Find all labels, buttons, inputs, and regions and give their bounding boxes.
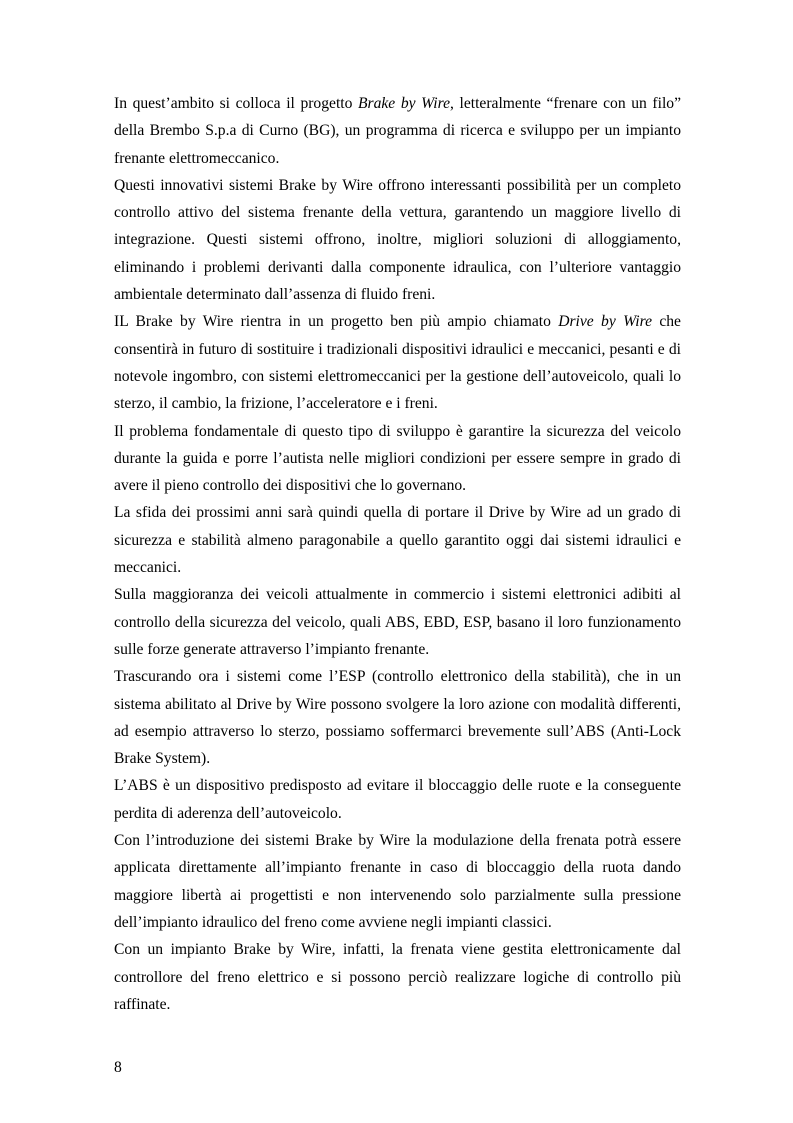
- paragraph-drive-by-wire: [114, 308, 681, 417]
- text-run: Trascurando ora i sistemi come l’ESP (controllo elettronico della stabilità), che in un sistema abilitato al Drive by Wire possono svolgere la loro azione con modalità differenti, ad esempio attraverso lo sterzo, possiamo soffermarci brevemente sull’ABS (Anti-Lock Brake System).: [114, 668, 681, 768]
- text-run: La sfida dei prossimi anni sarà quindi quella di portare il Drive by Wire ad un grado di sicurezza e stabilità almeno paragonabile a quello garantito oggi dai sistemi idraulici e meccanici.: [114, 504, 681, 577]
- italic-term-brake-by-wire: Brake by Wire: [358, 95, 451, 112]
- paragraph-brake-by-wire-intro: [114, 90, 681, 172]
- paragraph-electronic-systems: [114, 581, 681, 663]
- paragraph-challenge: [114, 499, 681, 581]
- italic-term-drive-by-wire: Drive by Wire: [558, 313, 652, 331]
- text-run: IL Brake by Wire rientra in un progetto ben più ampio chiamato: [114, 313, 559, 331]
- text-run: L’ABS è un dispositivo predisposto ad evitare il bloccaggio delle ruote e la conseguente perdita di aderenza dell’autoveicolo.: [114, 777, 681, 822]
- text-run: Con l’introduzione dei sistemi Brake by Wire la modulazione della frenata potrà essere applicata direttamente all’impianto frenante in caso di bloccaggio della ruota dando maggiore libertà ai progettisti e non intervenendo solo parzialmente sulla pressione dell’impianto idraulico del freno come avviene negli impianti classici.: [114, 832, 681, 931]
- text-run: Il problema fondamentale di questo tipo di sviluppo è garantire la sicurezza del veicolo durante la guida e porre l’autista nelle migliori condizioni per essere sempre in grado di avere il pieno controllo dei dispositivi che lo governano.: [114, 422, 681, 495]
- paragraph-safety-problem: [114, 418, 681, 500]
- paragraph-electronic-control: [114, 936, 681, 1018]
- text-run: In quest’ambito si colloca il progetto: [114, 95, 358, 112]
- text-run: che consentirà in futuro di sostituire i tradizionali dispositivi idraulici e meccanici, pesanti e di notevole ingombro, con sistemi elettromeccanici per la gestione dell’autoveicolo, quali lo sterzo, il cambio, la frizione, l’acceleratore e i freni.: [114, 313, 681, 413]
- page-number: 8: [114, 1059, 122, 1076]
- paragraph-brake-modulation: [114, 827, 681, 936]
- body-text: [114, 90, 681, 1018]
- paragraph-advantages: [114, 172, 681, 308]
- text-run: Con un impianto Brake by Wire, infatti, la frenata viene gestita elettronicamente dal controllore del freno elettrico e si possono perciò realizzare logiche di controllo più raffinate.: [114, 941, 681, 1013]
- text-run: Questi innovativi sistemi Brake by Wire offrono interessanti possibilità per un completo controllo attivo del sistema frenante della vettura, garantendo un maggiore livello di integrazione. Questi sistemi offrono, inoltre, migliori soluzioni di alloggiamento, eliminando i problemi derivanti dalla componente idraulica, con l’ulteriore vantaggio ambientale determinato dall’assenza di fluido freni.: [114, 176, 681, 304]
- paragraph-abs-definition: [114, 772, 681, 827]
- paragraph-esp-abs: [114, 663, 681, 772]
- text-run: , letteralmente “frenare con un filo” della Brembo S.p.a di Curno (BG), un programma di ricerca e sviluppo per un impianto frenante elettromeccanico.: [114, 95, 681, 167]
- text-run: Sulla maggioranza dei veicoli attualmente in commercio i sistemi elettronici adibiti al controllo della sicurezza del veicolo, quali ABS, EBD, ESP, basano il loro funzionamento sulle forze generate attraverso l’impianto frenante.: [114, 586, 681, 658]
